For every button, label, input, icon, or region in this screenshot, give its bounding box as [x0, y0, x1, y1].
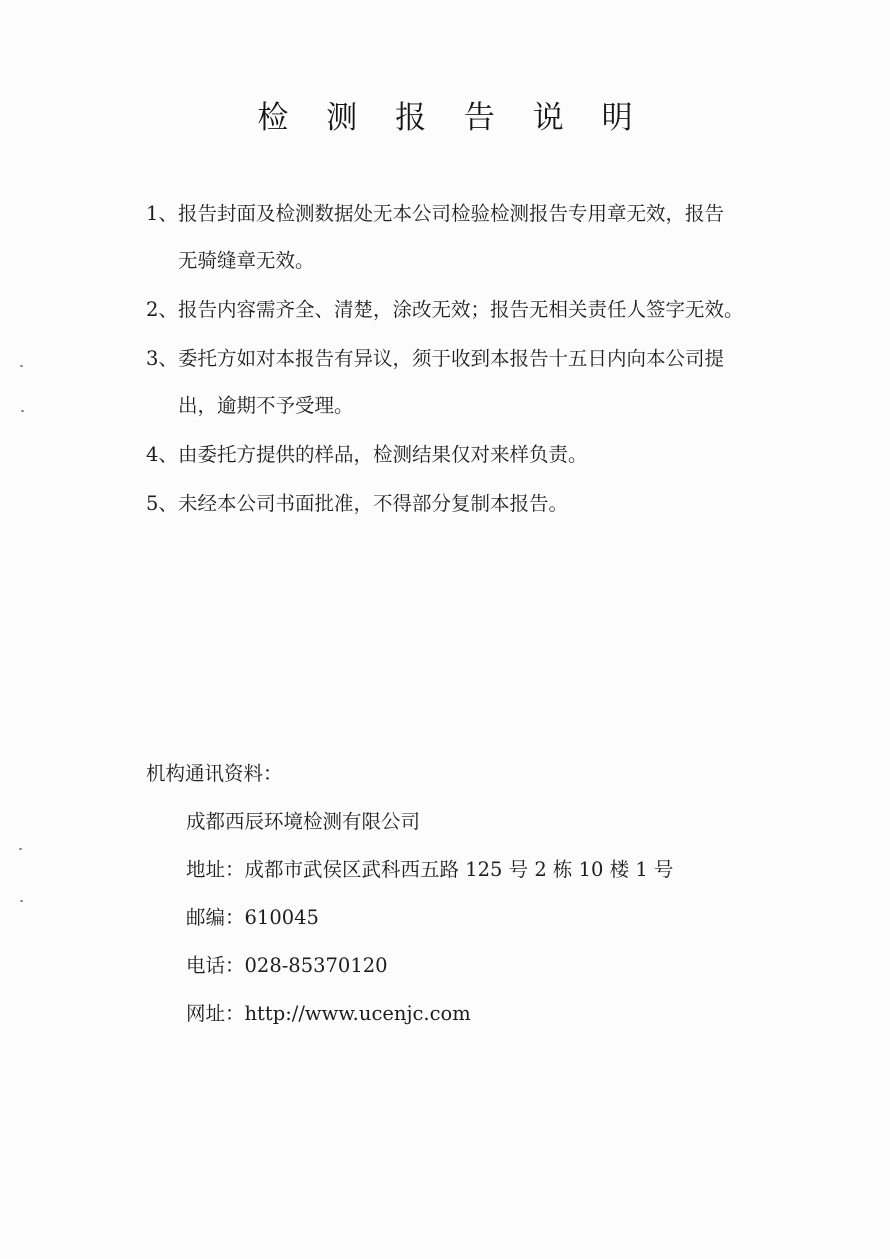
contact-details: [146, 798, 746, 1038]
notice-text-line: 由委托方提供的样品，检测结果仅对来样负责。: [178, 443, 588, 466]
notice-text-line: 报告内容需齐全、清楚，涂改无效；报告无相关责任人签字无效。: [178, 298, 744, 321]
contact-heading: 机构通讯资料：: [146, 762, 283, 785]
notice-text-line: 报告封面及检测数据处无本公司检验检测报告专用章无效，报告: [178, 202, 725, 225]
notice-item: [146, 480, 786, 527]
notice-item: [146, 190, 786, 284]
notice-text-line: 无骑缝章无效。: [178, 249, 315, 272]
scan-speck: [20, 365, 23, 367]
notice-number: 2、: [146, 298, 178, 321]
notice-text-line: 未经本公司书面批准，不得部分复制本报告。: [178, 492, 569, 515]
notice-list: [146, 190, 786, 527]
notice-text-line: 委托方如对本报告有异议，须于收到本报告十五日内向本公司提: [178, 347, 725, 370]
scan-speck: [21, 410, 24, 412]
notice-number: 1、: [146, 202, 178, 225]
notice-number: 3、: [146, 347, 178, 370]
notice-item: [146, 335, 786, 429]
notice-item: [146, 286, 786, 333]
phone-line: 电话：028-85370120: [186, 954, 388, 977]
notice-text-line: 出，逾期不予受理。: [178, 394, 354, 417]
scan-speck: [20, 900, 23, 902]
address-line: 地址：成都市武侯区武科西五路 125 号 2 栋 10 楼 1 号: [186, 858, 674, 881]
company-name: 成都西辰环境检测有限公司: [186, 810, 421, 833]
notice-item: [146, 431, 786, 478]
scan-speck: [19, 848, 22, 850]
contact-section: [146, 750, 746, 1038]
page-title: 检 测 报 告 说 明: [257, 100, 647, 136]
notice-number: 5、: [146, 492, 178, 515]
website-line: 网址：http://www.ucenjc.com: [186, 1002, 471, 1025]
postcode-line: 邮编：610045: [186, 906, 319, 929]
notice-number: 4、: [146, 443, 178, 466]
